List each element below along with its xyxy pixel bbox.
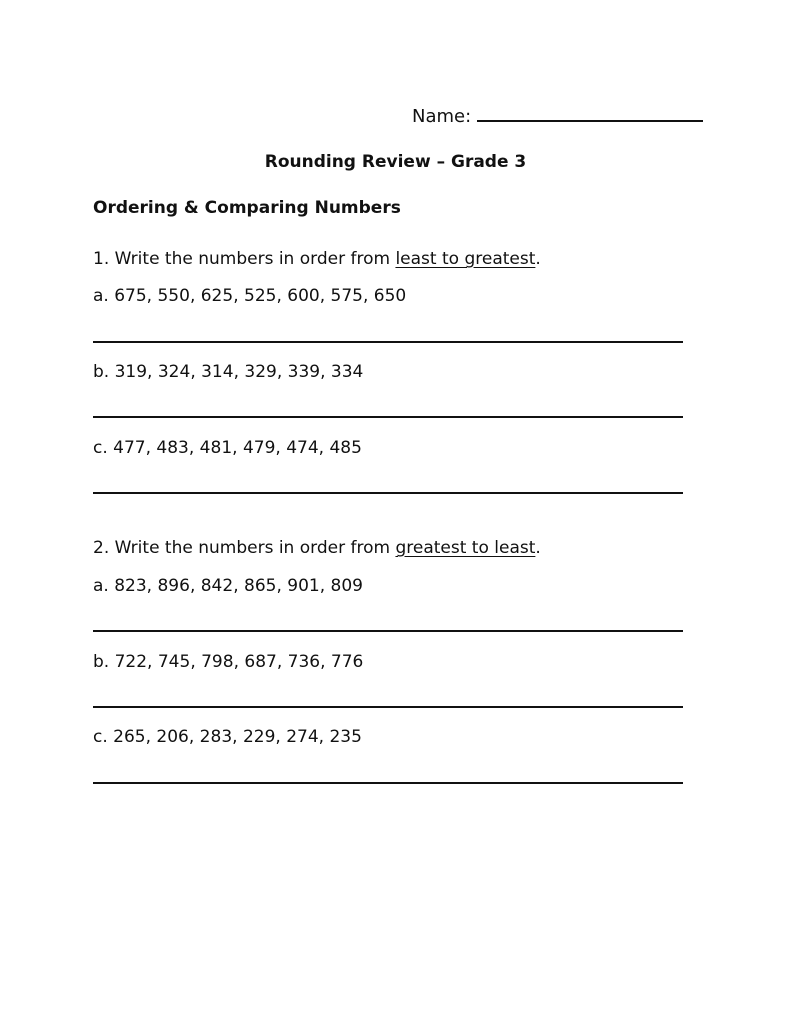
question-text: Write the numbers in order from (114, 249, 396, 269)
item-2a (93, 576, 363, 596)
question-emphasis: least to greatest (395, 249, 536, 269)
item-numbers: 823, 896, 842, 865, 901, 809 (114, 576, 363, 596)
question-punctuation: . (535, 538, 541, 558)
question-1-prompt (93, 249, 541, 269)
question-emphasis: greatest to least (395, 538, 536, 558)
item-numbers: 722, 745, 798, 687, 736, 776 (114, 652, 364, 672)
question-number: 2. (93, 538, 110, 558)
question-number: 1. (93, 249, 110, 269)
item-letter: b. (93, 652, 110, 672)
name-field[interactable] (477, 101, 703, 122)
name-row (412, 101, 703, 127)
item-1a (93, 286, 406, 306)
answer-line-1a[interactable] (93, 341, 683, 343)
item-1b (93, 362, 363, 382)
item-letter: c. (93, 727, 108, 747)
item-numbers: 319, 324, 314, 329, 339, 334 (114, 362, 364, 382)
item-numbers: 675, 550, 625, 525, 600, 575, 650 (114, 286, 407, 306)
item-letter: b. (93, 362, 110, 382)
item-2b (93, 652, 363, 672)
answer-line-2b[interactable] (93, 706, 683, 708)
question-punctuation: . (535, 249, 541, 269)
item-letter: c. (93, 438, 108, 458)
question-text: Write the numbers in order from (114, 538, 396, 558)
item-numbers: 477, 483, 481, 479, 474, 485 (113, 438, 362, 458)
answer-line-1c[interactable] (93, 492, 683, 494)
worksheet-title: Rounding Review – Grade 3 (264, 152, 527, 172)
answer-line-2a[interactable] (93, 630, 683, 632)
answer-line-1b[interactable] (93, 416, 683, 418)
item-2c (93, 727, 362, 747)
name-label: Name: (412, 106, 472, 127)
section-heading: Ordering & Comparing Numbers (93, 198, 401, 218)
item-1c (93, 438, 362, 458)
question-2-prompt (93, 538, 541, 558)
item-letter: a. (93, 576, 109, 596)
answer-line-2c[interactable] (93, 782, 683, 784)
item-letter: a. (93, 286, 109, 306)
item-numbers: 265, 206, 283, 229, 274, 235 (113, 727, 362, 747)
